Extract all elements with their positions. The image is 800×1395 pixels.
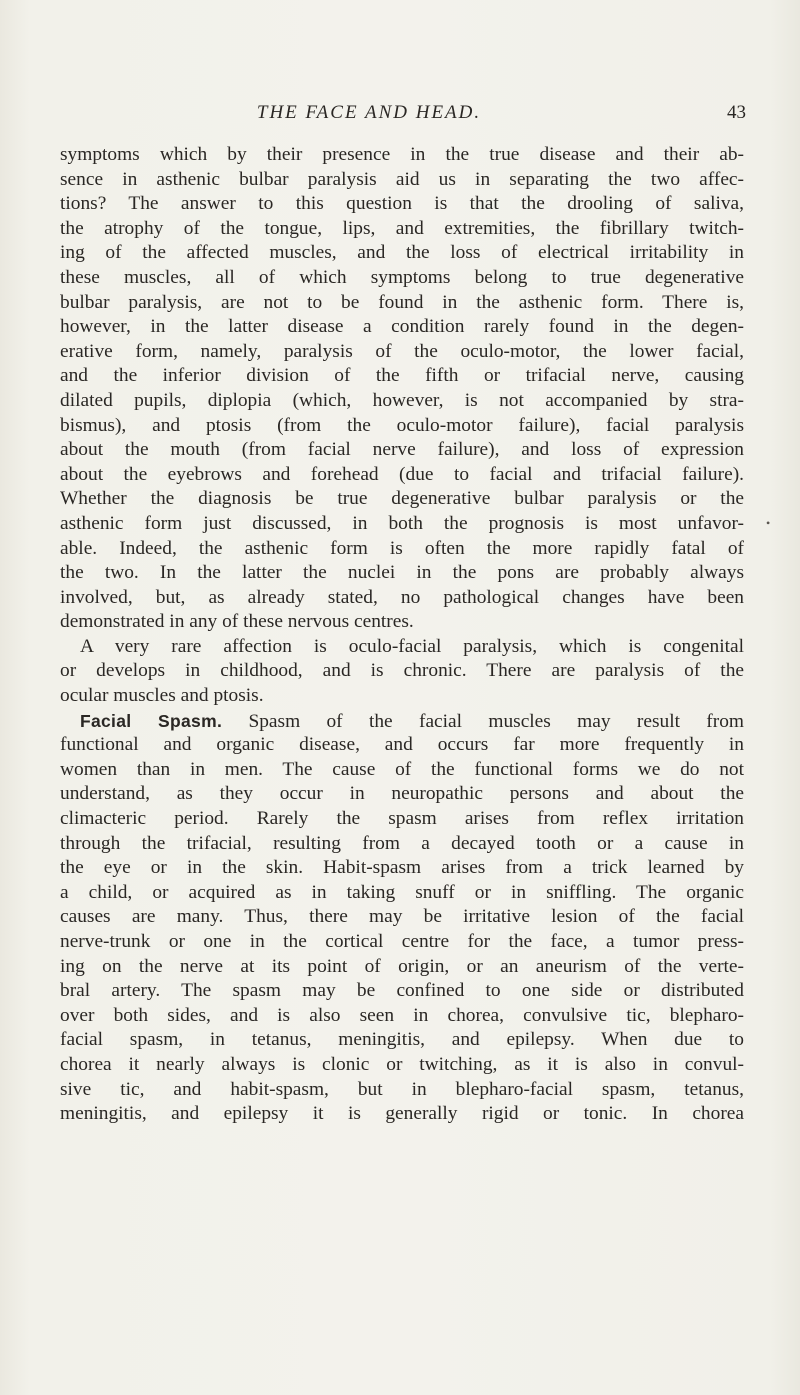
text-line: about the mouth (from facial nerve failure), and loss of expression bbox=[60, 439, 744, 461]
text-line: the eye or in the skin. Habit-spasm arises from a trick learned by bbox=[60, 857, 744, 879]
text-line: erative form, namely, paralysis of the oculo-motor, the lower facial, bbox=[60, 340, 744, 362]
text-line: women than in men. The cause of the functional forms we do not bbox=[60, 758, 744, 780]
text-line: about the eyebrows and forehead (due to facial and trifacial failure). bbox=[60, 463, 744, 485]
text-line: demonstrated in any of these nervous centres. bbox=[60, 611, 414, 633]
text-line: ing of the affected muscles, and the loss of electrical irritability in bbox=[60, 242, 744, 264]
text-line: chorea it nearly always is clonic or twitching, as it is also in convul- bbox=[60, 1053, 744, 1075]
text-line: over both sides, and is also seen in chorea, convulsive tic, blepharo- bbox=[60, 1004, 744, 1026]
text-run: Spasm of the facial muscles may result from bbox=[222, 710, 744, 732]
text-line: asthenic form just discussed, in both the prognosis is most unfavor- bbox=[60, 512, 744, 534]
margin-mark: • bbox=[766, 516, 771, 530]
text-line: Whether the diagnosis be true degenerative bulbar paralysis or the bbox=[60, 488, 744, 510]
running-title: THE FACE AND HEAD. bbox=[256, 102, 482, 123]
text-line: and the inferior division of the fifth or trifacial nerve, causing bbox=[60, 365, 744, 387]
text-line: dilated pupils, diplopia (which, however, is not accompanied by stra- bbox=[60, 389, 744, 411]
text-line: through the trifacial, resulting from a decayed tooth or a cause in bbox=[60, 832, 744, 854]
text-line: understand, as they occur in neuropathic persons and about the bbox=[60, 783, 744, 805]
text-line: meningitis, and epilepsy it is generally rigid or tonic. In chorea bbox=[60, 1103, 744, 1125]
text-line: ocular muscles and ptosis. bbox=[60, 685, 264, 707]
text-line: facial spasm, in tetanus, meningitis, and epilepsy. When due to bbox=[60, 1029, 744, 1051]
text-line: sence in asthenic bulbar paralysis aid us in separating the two affec- bbox=[60, 168, 744, 190]
text-line: involved, but, as already stated, no pathological changes have been bbox=[60, 586, 744, 608]
text-line: symptoms which by their presence in the true disease and their ab- bbox=[60, 144, 744, 165]
section-heading: Facial Spasm. bbox=[80, 710, 223, 731]
text-line: or develops in childhood, and is chronic. There are paralysis of the bbox=[60, 660, 744, 682]
text-line: ing on the nerve at its point of origin, or an aneurism of the verte- bbox=[60, 955, 744, 977]
text-line: however, in the latter disease a condition rarely found in the degen- bbox=[60, 316, 744, 338]
text-line: nerve-trunk or one in the cortical centre for the face, a tumor press- bbox=[60, 931, 744, 952]
text-line: A very rare affection is oculo-facial paralysis, which is congenital bbox=[80, 635, 744, 657]
paragraph bbox=[60, 635, 744, 709]
page-header bbox=[0, 102, 800, 128]
text-line: bral artery. The spasm may be confined to one side or distributed bbox=[60, 980, 744, 1002]
paragraph bbox=[60, 143, 744, 635]
paragraph-facial-spasm bbox=[60, 709, 744, 1127]
text-line: bismus), and ptosis (from the oculo-motor failure), facial paralysis bbox=[60, 414, 744, 436]
text-line-with-heading bbox=[60, 709, 744, 734]
text-line: causes are many. Thus, there may be irritative lesion of the facial bbox=[60, 906, 744, 928]
body-text bbox=[60, 143, 744, 1127]
text-line: able. Indeed, the asthenic form is often the more rapidly fatal of bbox=[60, 537, 744, 559]
text-line: climacteric period. Rarely the spasm arises from reflex irritation bbox=[60, 808, 744, 830]
text-line: sive tic, and habit-spasm, but in blepharo-facial spasm, tetanus, bbox=[60, 1078, 744, 1100]
text-line: bulbar paralysis, are not to be found in the asthenic form. There is, bbox=[60, 291, 744, 313]
text-line: functional and organic disease, and occurs far more frequently in bbox=[60, 734, 744, 756]
text-line: tions? The answer to this question is that the drooling of saliva, bbox=[60, 193, 744, 215]
text-line: the atrophy of the tongue, lips, and extremities, the fibrillary twitch- bbox=[60, 217, 744, 239]
text-line: these muscles, all of which symptoms belong to true degenerative bbox=[60, 266, 744, 288]
text-line: a child, or acquired as in taking snuff or in sniffling. The organic bbox=[60, 881, 744, 903]
page-number: 43 bbox=[727, 102, 746, 123]
text-line: the two. In the latter the nuclei in the pons are probably always bbox=[60, 562, 744, 584]
